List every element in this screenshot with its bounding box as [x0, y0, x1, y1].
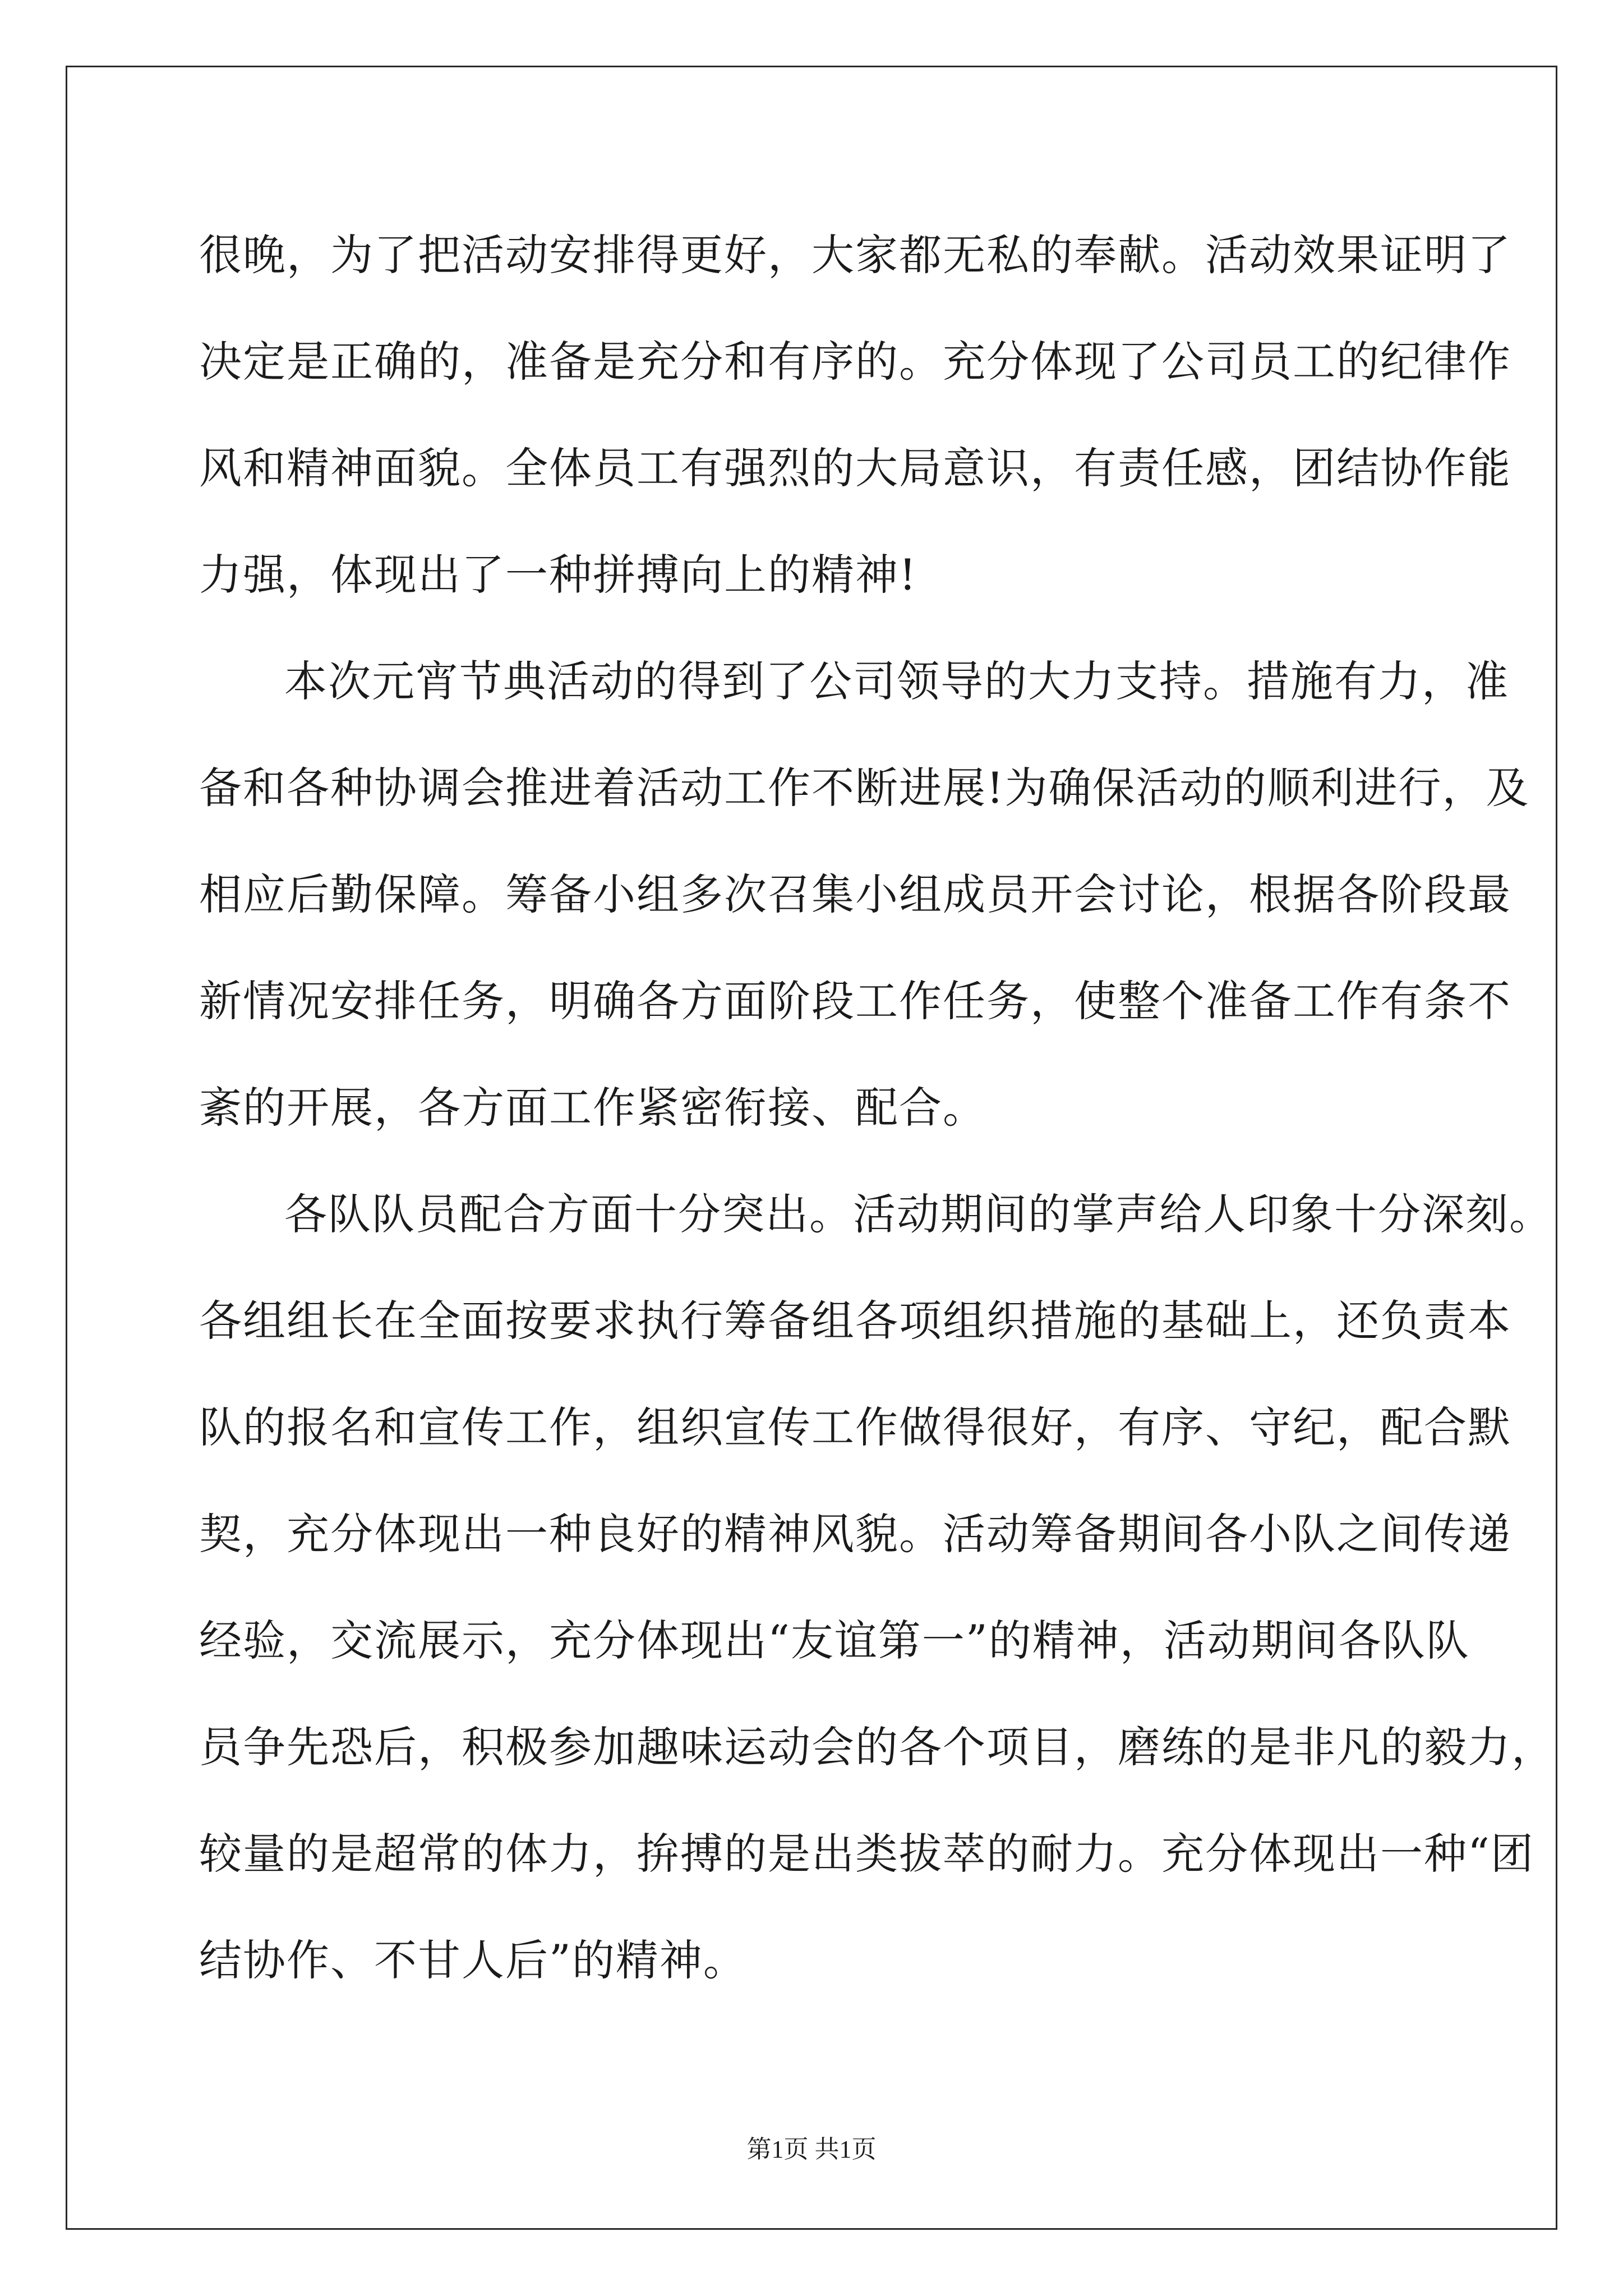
paragraph-3 — [199, 1161, 1555, 2014]
text-line: 各队队员配合方面十分突出。活动期间的掌声给人印象十分深刻。 — [284, 1189, 1553, 1239]
text-line: 结协作、不甘人后”的精神。 — [199, 1935, 747, 1985]
text-line: 相应后勤保障。筹备小组多次召集小组成员开会讨论，根据各阶段最 — [199, 869, 1511, 919]
text-line: 契，充分体现出一种良好的精神风貌。活动筹备期间各小队之间传递 — [199, 1509, 1511, 1559]
text-line: 很晚，为了把活动安排得更好，大家都无私的奉献。活动效果证明了 — [199, 230, 1511, 280]
text-line: 经验，交流展示，充分体现出“友谊第一”的精神，活动期间各队队 — [199, 1616, 1470, 1665]
page-number-footer: 第1页 共1页 — [746, 2136, 877, 2163]
text-line: 新情况安排任务，明确各方面阶段工作任务，使整个准备工作有条不 — [199, 976, 1511, 1026]
text-line: 紊的开展，各方面工作紧密衔接、配合。 — [199, 1083, 986, 1133]
paragraph-1 — [199, 202, 1511, 628]
text-line: 力强，体现出了一种拼搏向上的精神! — [199, 550, 917, 600]
text-line: 本次元宵节典活动的得到了公司领导的大力支持。措施有力，准 — [284, 656, 1509, 706]
text-line: 员争先恐后，积极参加趣味运动会的各个项目，磨练的是非凡的毅力， — [199, 1722, 1555, 1772]
text-line: 风和精神面貌。全体员工有强烈的大局意识，有责任感，团结协作能 — [199, 443, 1511, 493]
text-line: 决定是正确的，准备是充分和有序的。充分体现了公司员工的纪律作 — [199, 337, 1511, 386]
text-line: 备和各种协调会推进着活动工作不断进展!为确保活动的顺利进行，及 — [199, 763, 1530, 813]
text-line: 队的报名和宣传工作，组织宣传工作做得很好，有序、守纪，配合默 — [199, 1402, 1511, 1452]
paragraph-2 — [199, 628, 1530, 1161]
document-body — [199, 202, 1555, 2014]
text-line: 各组组长在全面按要求执行筹备组各项组织措施的基础上，还负责本 — [199, 1296, 1511, 1346]
text-line: 较量的是超常的体力，拚搏的是出类拔萃的耐力。充分体现出一种“团 — [199, 1829, 1534, 1879]
